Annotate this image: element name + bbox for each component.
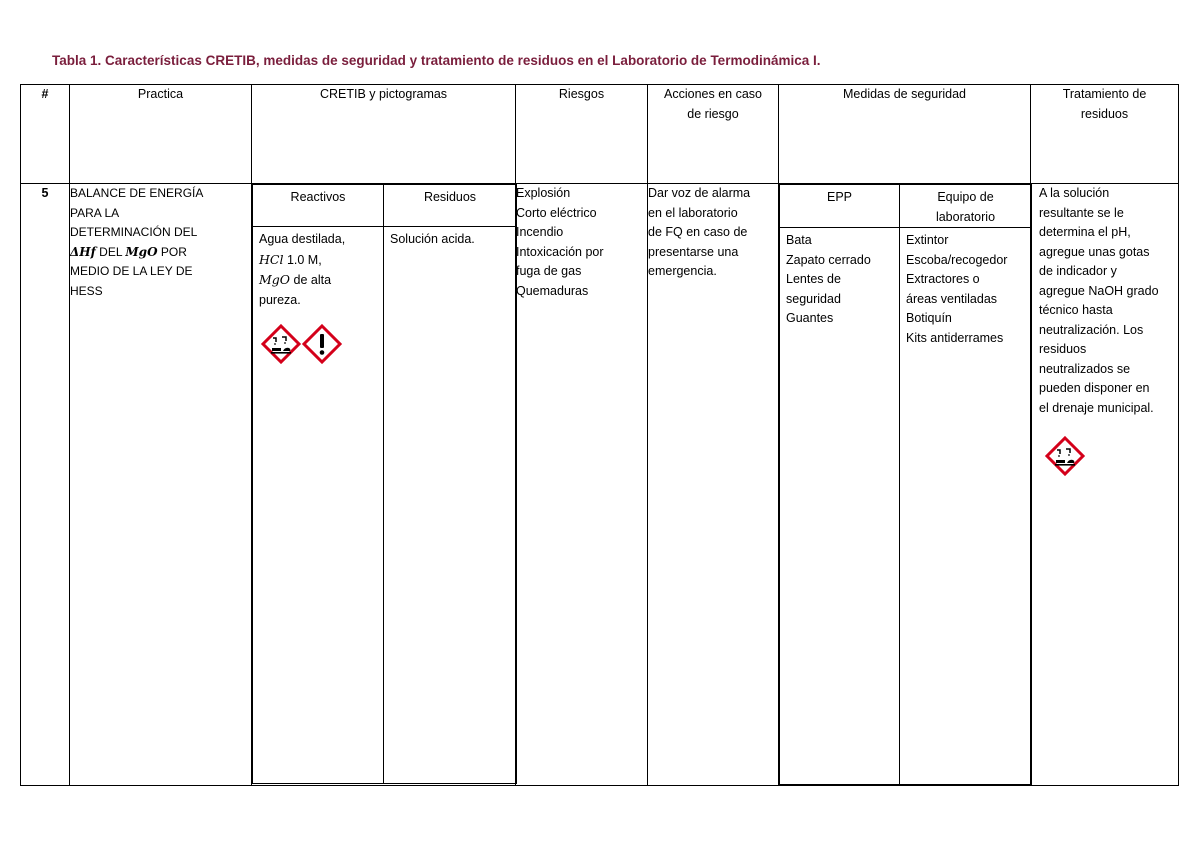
- reactivos-pictograms: [261, 324, 377, 371]
- riesgo-item: Intoxicación por: [516, 244, 604, 259]
- hcl-formula: HCl: [259, 251, 284, 267]
- header-practica: Practica: [70, 85, 252, 184]
- reactivos-header: Reactivos: [253, 185, 384, 227]
- header-tratamiento: Tratamiento de residuos: [1031, 85, 1179, 184]
- riesgo-item: Explosión: [516, 186, 571, 200]
- tratamiento-line: el drenaje municipal.: [1039, 400, 1154, 415]
- practica-cell: [70, 184, 252, 786]
- reactivos-line-1: Agua destilada,: [259, 232, 346, 246]
- epp-item: Zapato cerrado: [786, 252, 871, 267]
- tratamiento-line: agregue NaOH grado: [1039, 283, 1159, 298]
- epp-item: Lentes de: [786, 272, 841, 286]
- header-riesgos: Riesgos: [516, 85, 648, 184]
- equipo-cell: [900, 228, 1032, 785]
- reactivos-line-2: HCl 1.0 M,: [259, 251, 322, 267]
- corrosive-icon: [261, 324, 301, 364]
- reactivos-line-4: pureza.: [259, 292, 301, 307]
- tratamiento-cell: [1031, 184, 1179, 786]
- accion-line: Dar voz de alarma: [648, 186, 751, 200]
- tratamiento-line: A la solución: [1039, 186, 1110, 200]
- exclamation-icon: [302, 324, 342, 364]
- practica-line-5: MEDIO DE LA LEY DE: [70, 264, 193, 278]
- tratamiento-pictogram: [1045, 436, 1178, 483]
- accion-line: presentarse una: [648, 244, 739, 259]
- riesgo-item: Corto eléctrico: [516, 205, 597, 220]
- tratamiento-line: agregue unas gotas: [1039, 244, 1150, 259]
- epp-item: Bata: [786, 233, 812, 247]
- tratamiento-line: técnico hasta: [1039, 303, 1113, 317]
- header-acciones: Acciones en caso de riesgo: [648, 85, 779, 184]
- practica-line-1: BALANCE DE ENERGÍA: [70, 186, 204, 200]
- tratamiento-line: neutralizados se: [1039, 361, 1131, 376]
- cretib-table: [20, 84, 1179, 786]
- row-num: 5: [21, 184, 70, 786]
- reactivos-line-3: MgO de alta: [259, 272, 332, 287]
- tratamiento-line: determina el pH,: [1039, 225, 1131, 239]
- accion-line: emergencia.: [648, 264, 717, 278]
- residuos-header: Residuos: [384, 185, 517, 227]
- header-medidas: Medidas de seguridad: [779, 85, 1031, 184]
- equipo-item: Extintor: [906, 233, 949, 247]
- equipo-item: áreas ventiladas: [906, 291, 998, 306]
- residuos-cell: Solución acida.: [384, 227, 517, 784]
- equipo-item: Kits antiderrames: [906, 330, 1004, 345]
- tratamiento-line: residuos: [1039, 342, 1087, 356]
- tratamiento-line: resultante se le: [1039, 205, 1124, 220]
- tratamiento-line: de indicador y: [1039, 264, 1117, 278]
- equipo-item: Botiquín: [906, 311, 952, 325]
- acciones-cell: [648, 184, 779, 786]
- tratamiento-line: neutralización. Los: [1039, 322, 1144, 337]
- epp-header: EPP: [780, 185, 900, 228]
- riesgos-cell: [516, 184, 648, 786]
- practice-row: [21, 184, 1179, 786]
- accion-line: de FQ en caso de: [648, 225, 748, 239]
- mgo-formula-reactivos: MgO: [259, 272, 291, 287]
- header-row: [21, 85, 1179, 184]
- header-num: #: [21, 85, 70, 184]
- practica-line-2: PARA LA: [70, 205, 120, 220]
- cretib-cell: [252, 184, 516, 786]
- equipo-item: Extractores o: [906, 272, 980, 286]
- epp-item: Guantes: [786, 311, 834, 325]
- equipo-header: Equipo de laboratorio: [900, 185, 1032, 228]
- delta-hf: ΔHf: [70, 244, 96, 259]
- practica-line-6: HESS: [70, 283, 103, 298]
- mgo-formula: MgO: [125, 244, 158, 259]
- riesgo-item: Incendio: [516, 225, 564, 239]
- practica-line-4: ΔHf DEL MgO POR: [70, 244, 187, 259]
- riesgo-item: Quemaduras: [516, 283, 589, 298]
- epp-item: seguridad: [786, 291, 841, 306]
- equipo-item: Escoba/recogedor: [906, 252, 1008, 267]
- riesgo-item: fuga de gas: [516, 264, 582, 278]
- medidas-cell: [779, 184, 1031, 786]
- corrosive-icon: [1045, 436, 1085, 476]
- header-cretib: CRETIB y pictogramas: [252, 85, 516, 184]
- accion-line: en el laboratorio: [648, 205, 738, 220]
- epp-cell: [780, 228, 900, 785]
- medidas-subtable: [779, 184, 1032, 785]
- reactivos-cell: [253, 227, 384, 784]
- table-title: Tabla 1. Características CRETIB, medidas de seguridad y tratamiento de residuos en el Laboratorio de Termodinámica I.: [52, 53, 821, 68]
- cretib-subtable: [252, 184, 517, 784]
- practica-line-3: DETERMINACIÓN DEL: [70, 225, 198, 239]
- tratamiento-line: pueden disponer en: [1039, 381, 1150, 395]
